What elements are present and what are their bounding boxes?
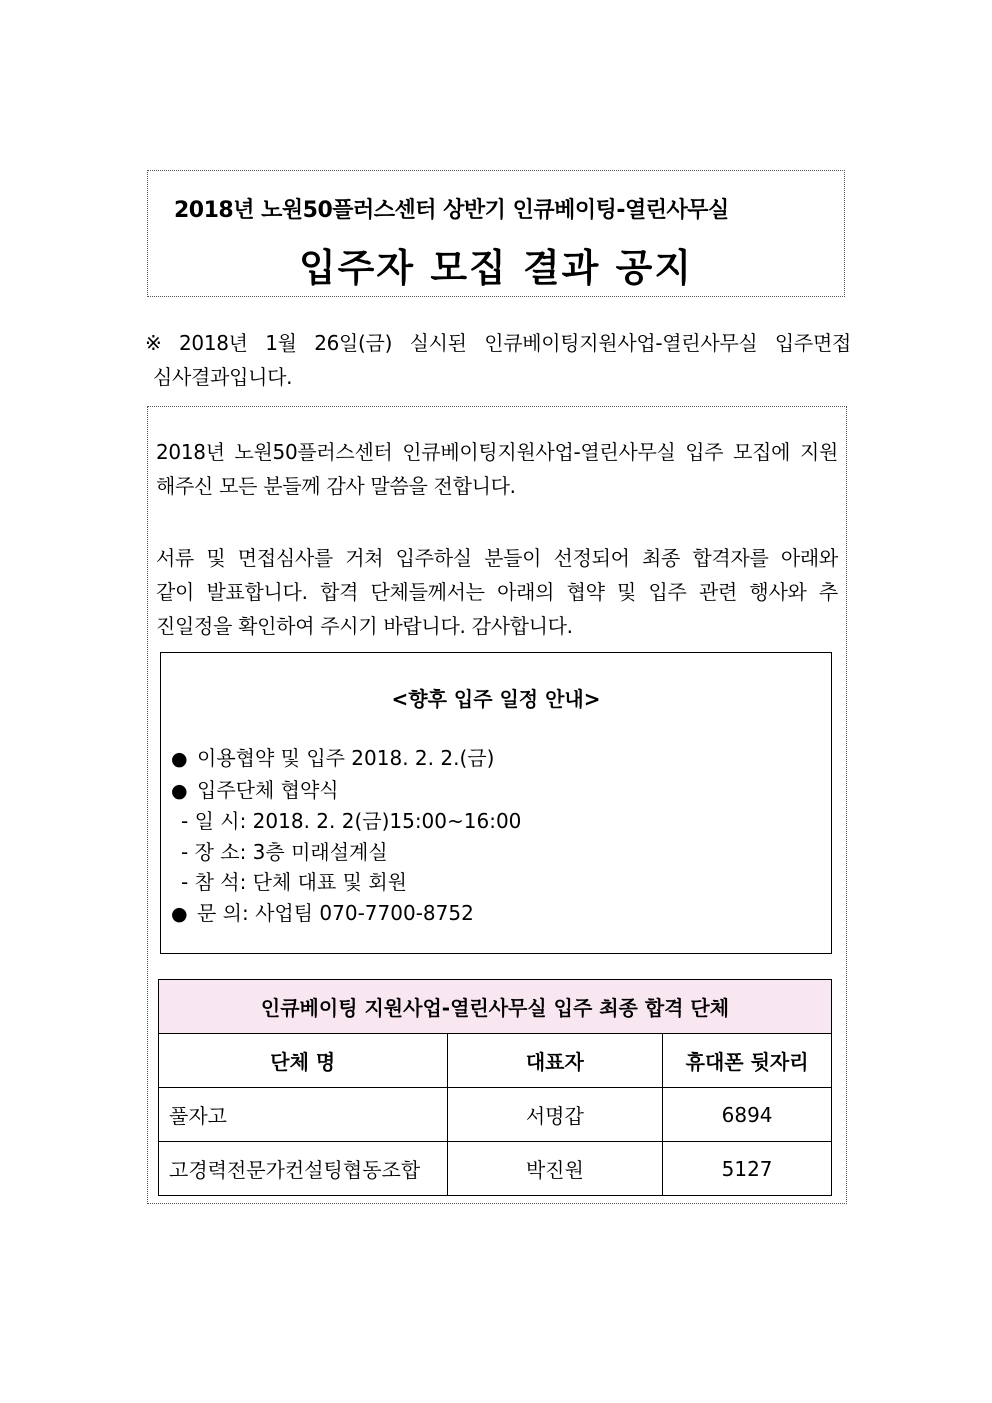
org-name-cell: 고경력전문가컨설팅협동조합 <box>159 1142 448 1196</box>
table-row <box>159 1142 832 1196</box>
phone-cell: 5127 <box>663 1142 832 1196</box>
schedule-item: ● 문 의: 사업팀 070-7700-8752 <box>171 898 521 930</box>
table-caption: 인큐베이팅 지원사업-열린사무실 입주 최종 합격 단체 <box>159 980 832 1034</box>
table-caption-row <box>159 980 832 1034</box>
rep-cell: 박진원 <box>447 1142 663 1196</box>
column-header-rep: 대표자 <box>447 1034 663 1088</box>
thanks-paragraph: 2018년 노원50플러스센터 인큐베이팅지원사업-열린사무실 입주 모집에 지원 해주신 모든 분들께 감사 말씀을 전합니다. <box>156 440 838 498</box>
note-line-1: ※ 2018년 1월 26일(금) 실시된 인큐베이팅지원사업-열린사무실 입주면접 <box>145 326 851 360</box>
reference-mark: ※ <box>145 331 162 355</box>
schedule-subitem: - 일 시: 2018. 2. 2(금)15:00~16:00 <box>181 809 522 833</box>
table-row <box>159 1088 832 1142</box>
schedule-subitem: - 참 석: 단체 대표 및 회원 <box>181 870 407 894</box>
schedule-box <box>160 652 832 954</box>
bullet-icon: ● <box>171 902 188 925</box>
schedule-list <box>171 743 521 929</box>
schedule-title: <향후 입주 일정 안내> <box>391 687 601 711</box>
table-header-row <box>159 1034 832 1088</box>
rep-cell: 서명갑 <box>447 1088 663 1142</box>
results-table <box>158 979 832 1196</box>
org-name-cell: 풀자고 <box>159 1088 448 1142</box>
result-note <box>145 326 851 394</box>
schedule-item: ● 입주단체 협약식 <box>171 775 521 807</box>
bullet-icon: ● <box>171 779 188 802</box>
announcement-paragraph: 서류 및 면접심사를 거쳐 입주하실 분들이 선정되어 최종 합격자를 아래와 같이 발표합니다. 합격 단체들께서는 아래의 협약 및 입주 관련 행사와 추 진일정을 확인하여 주시기 바랍니다. 감사합니다. <box>156 546 838 638</box>
column-header-org: 단체 명 <box>159 1034 448 1088</box>
main-content-box <box>147 406 847 1204</box>
note-line-2: 심사결과입니다. <box>153 365 293 389</box>
schedule-item: ● 이용협약 및 입주 2018. 2. 2.(금) <box>171 743 521 775</box>
notice-subtitle: 2018년 노원50플러스센터 상반기 인큐베이팅-열린사무실 <box>174 198 729 223</box>
bullet-icon: ● <box>171 748 188 770</box>
title-box <box>147 170 845 297</box>
phone-cell: 6894 <box>663 1088 832 1142</box>
column-header-phone: 휴대폰 뒷자리 <box>663 1034 832 1088</box>
notice-title: 입주자 모집 결과 공지 <box>298 246 694 290</box>
schedule-subitem: - 장 소: 3층 미래설계실 <box>181 839 388 864</box>
